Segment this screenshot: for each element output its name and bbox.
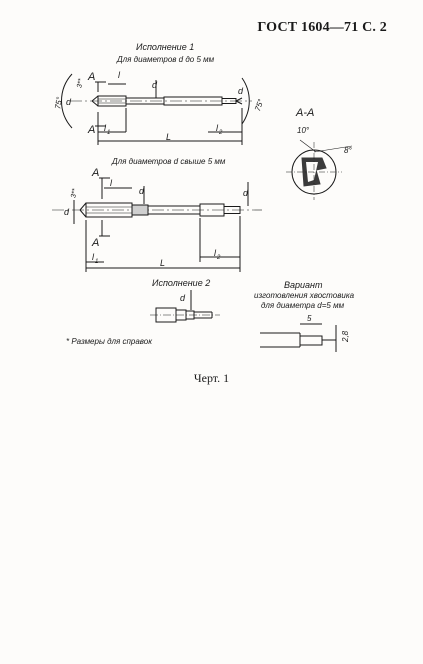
dim-d2-2: d (139, 186, 145, 196)
dim-2-8: 2,8 (341, 330, 350, 342)
label-ispolnenie-2: Исполнение 2 (152, 278, 211, 288)
dim-l1-1: l (104, 123, 106, 133)
dim-d1-2: d (243, 188, 249, 198)
dim-l2-1-sub: 2 (219, 130, 223, 136)
angle-8: 8° (344, 146, 352, 155)
dim-l2-2: l (214, 248, 216, 258)
section-aa-label: А-А (296, 107, 315, 119)
dim-l1-2-sub: 1 (95, 259, 99, 265)
dim-l1-1-sub: 1 (107, 130, 111, 136)
dim-d2-1: d (152, 80, 158, 90)
label-svyshe-5mm: Для диаметров d свыше 5 мм (112, 157, 226, 166)
note-razmery: * Размеры для справок (66, 337, 153, 346)
dim-3-star: 3** (76, 78, 85, 89)
tool-lower (52, 203, 262, 217)
section-mark-a-top2: А (92, 167, 100, 179)
figure-caption: Черт. 1 (193, 371, 230, 385)
label-izgotovleniya: изготовления хвостовика (254, 291, 355, 300)
dim-l2-1: l (216, 123, 218, 133)
dim-d-2: d (64, 207, 70, 217)
tool-upper (70, 96, 252, 106)
section-mark-a-bot2: А (92, 237, 100, 249)
dim-l2-2-sub: 2 (217, 255, 221, 261)
dim-d1-1: d (238, 86, 244, 96)
dim-3-star-2: 3** (70, 188, 79, 199)
dim-l-1: l (118, 70, 120, 80)
section-mark-a-bot1: А (88, 124, 96, 136)
shank-variant (260, 324, 336, 352)
dim-5: 5 (307, 314, 312, 323)
label-do-5mm: Для диаметров d до 5 мм (117, 55, 215, 64)
section-mark-a-top1: А (88, 71, 96, 83)
document-header: ГОСТ 1604—71 С. 2 (257, 20, 387, 35)
section-aa-drawing (286, 140, 352, 200)
dim-l1-2: l (92, 252, 94, 262)
dim-d1-isp2: d (180, 293, 186, 303)
angle-10: 10° (297, 126, 310, 135)
dim-l-2: l (110, 178, 112, 188)
angle-75-right: 75° (253, 97, 266, 113)
angle-75-left: 75° (53, 96, 65, 110)
label-dlya-d5: для диаметра d=5 мм (261, 301, 345, 310)
label-ispolnenie-1: Исполнение 1 (136, 42, 195, 52)
dim-d-1: d (66, 97, 72, 107)
dim-L-2: L (160, 258, 166, 268)
label-variant: Вариант (284, 280, 323, 290)
dim-L-1: L (166, 132, 172, 142)
